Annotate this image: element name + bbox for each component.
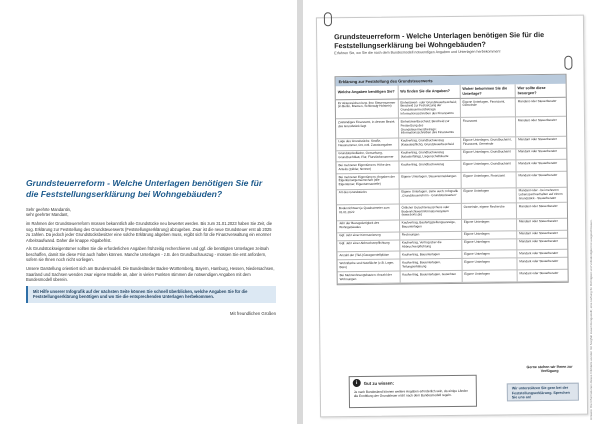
table-cell: Kaufvertrag, Bauunterlagen bbox=[399, 251, 461, 260]
table-cell: Wohnfläche und Nutzfläche (z.B. Lager, Büro) bbox=[337, 259, 399, 271]
table-cell: Eigene Unterlagen, Grundbuchamt bbox=[460, 148, 515, 160]
table-cell: Mandant oder Steuerberater bbox=[516, 218, 567, 230]
table-title: Erklärung zur Feststellung des Grundsteuerwerts bbox=[336, 75, 566, 86]
table-cell: Kaufvertrag, Baufertigstellungsanzeige, Bauunterlagen bbox=[399, 219, 461, 231]
table-cell: Kaufvertrag, Bauunterlagen, Teilungserklärung bbox=[400, 259, 462, 271]
table-cell: Gemeinde, eigene Recherche bbox=[461, 203, 516, 219]
closing: Mit freundlichen Grüßen bbox=[229, 310, 276, 316]
table-cell: Eigene Unterlagen, Grundbuchamt, Finanzamt, Gemeinde bbox=[460, 137, 515, 149]
salutation bbox=[26, 207, 276, 218]
paperclip-icon bbox=[564, 56, 572, 70]
side-disclaimer: Hinweis: Die Informationen dieses Infoblatts wurden mit Sorgfalt zusammengestellt; eine Haftung für Richtigkeit und Vollständigkeit ist ausgeschlossen. bbox=[589, 219, 593, 420]
table-cell: Mandant oder Steuerberater bbox=[517, 258, 568, 270]
table-cell: Rechnungen bbox=[399, 231, 461, 240]
letter-paragraph-2: Als Grundstückseigentümer sollten Sie die erforderlichen Angaben frühzeitig recherchieren und ggf. die benötigten Unterlagen zeitnah beschaffen, damit Sie diese Frist auch halten können. Manche Unterlagen - z.B. den Grundbuchauszug - müssen Sie erst anfordern, sofern sie Ihnen noch nicht vorliegen. bbox=[26, 246, 269, 263]
table-cell: Einheitswert- oder Grundsteuerbescheid; Bescheid zur Festsetzung der Grundsteuermessbetrags, Informationsschreiben des Finanzamts bbox=[398, 98, 460, 118]
table-cell: Eigene Unterlagen bbox=[461, 238, 516, 250]
column-header: Wer sollte diese besorgen? bbox=[515, 84, 566, 98]
table-cell: Mandant oder Steuerberater bbox=[515, 97, 566, 117]
table-cell: Jahr der Bezugsfertigkeit des Wohngebäudes bbox=[337, 220, 399, 232]
table-cell: Art des Grundstücks bbox=[337, 189, 399, 205]
table-cell: Ggf. Jahr einer Kernsanierung bbox=[337, 232, 399, 241]
table-cell: Mandant oder Steuerberater bbox=[516, 203, 567, 219]
note-text: Je nach Bundesland können weitere Angaben erforderlich sein, da einige Länder die Ermittlung der Grundsteuer nicht nach dem Bundesmodell regeln. bbox=[353, 388, 468, 399]
table-cell: Anzahl der (Tief-)Garagenstellplätze bbox=[337, 251, 399, 260]
table-cell: Einheitswertbescheid; Bescheid zur Festsetzung des Grundsteuermessbetrags; Informationsschreiben des Finanzamts bbox=[398, 118, 460, 138]
letter-paragraph-3: Unsere Darstellung orientiert sich am Bundesmodell. Die Bundesländer Baden-Württemberg, Bayern, Hamburg, Hessen, Niedersachsen, Saarland und Sachsen wenden zwar eigene Modelle an, aber in vielen Punkten stimmen die notwendigen Angaben mit dem Bundesmodell überein. bbox=[26, 266, 275, 282]
table-cell: Eigene Unterlagen, Finanzamt, Gemeinde bbox=[460, 98, 515, 118]
right-page bbox=[303, 0, 600, 424]
note-title: Gut zu wissen: bbox=[363, 380, 395, 386]
info-text: Mit Hilfe unserer Infografik auf der nächsten Seite können Sie schnell überblicken, welche Angaben Sie für die Feststellungserklärung benötigen und wo Sie die entsprechenden Unterlagen herbekommen. bbox=[33, 288, 248, 300]
paperclip-icon bbox=[324, 12, 332, 26]
help-label: Gerne stehen wir Ihnen zur Verfügung bbox=[526, 364, 573, 374]
table-cell: Mandant oder Steuerberater bbox=[517, 250, 568, 259]
table-cell: Mandant oder Steuerberater bbox=[515, 117, 566, 137]
letter-title: Grundsteuerreform - Welche Unterlagen benötigen Sie für die Feststellungserklärung bei Wohngebäuden? bbox=[26, 178, 263, 199]
table-cell: Kaufvertrag, Vertrag über die Abbruchverpflichtung bbox=[399, 239, 461, 251]
table-cell: Mandant oder Steuerberater bbox=[517, 230, 568, 239]
sheet-title: Grundsteuerreform - Welche Unterlagen benötigen Sie für die Feststellungserklärung bei Wohngebäuden? bbox=[334, 30, 545, 51]
help-box: Wir unterstützen Sie gern bei der Feststellungserklärung. Sprechen Sie uns an! bbox=[507, 383, 579, 402]
column-header: Woher bekommen Sie die Unterlage? bbox=[460, 84, 515, 98]
table-cell: Mandant oder - bei mehreren Lebenssachverhalten auf einem Grundstück - Steuerberater bbox=[516, 187, 567, 203]
table-cell: Finanzamt bbox=[460, 117, 515, 137]
table-cell: Eigene Unterlagen bbox=[462, 250, 517, 259]
table-cell: Mandant oder Steuerberater bbox=[516, 160, 567, 172]
table-cell: Eigene Unterlagen, Grundbuchamt bbox=[461, 160, 516, 172]
column-header: Welche Angaben benötigen Sie? bbox=[336, 86, 398, 100]
table-cell: Örtlicher Gutachterausschuss oder Bodenrichtwertinformationssystem (www.boris.de) bbox=[399, 204, 461, 220]
table-cell: Mandant oder Steuerberater bbox=[516, 171, 567, 187]
table-cell: Mandant oder Steuerberater bbox=[516, 136, 567, 148]
table-cell: Ihr Aktenzeichen bzw. Ihre Steuernummer (in Berlin, Bremen, Schleswig-Holstein) bbox=[336, 99, 398, 119]
info-box bbox=[26, 286, 276, 303]
table-cell: Kaufvertrag, Bauunterlagen, Gutachten bbox=[400, 271, 462, 283]
table-cell: Eigene Unterlagen, Steueranmeldungen bbox=[399, 172, 461, 188]
infographic-sheet bbox=[316, 15, 588, 418]
table-cell: Mandant oder Steuerberater bbox=[517, 269, 568, 281]
table-row bbox=[336, 97, 566, 119]
table-cell: Lage des Grundstücks: Straße, Hausnummer, Ort, evtl. Zusatzangaben bbox=[336, 138, 398, 150]
table-cell: Eigene Unterlagen bbox=[461, 187, 516, 203]
table-cell: Zuständiges Finanzamt, in dessen Bezirk das Grundstück liegt bbox=[336, 118, 398, 138]
table-cell: Eigene Unterlagen, Finanzamt bbox=[461, 172, 516, 188]
table-cell: Eigene Unterlagen bbox=[461, 230, 516, 239]
table-cell: Eigene Unterlagen bbox=[461, 219, 516, 231]
table-cell: Ggf. Jahr einer Abbruchverpflichtung bbox=[337, 240, 399, 252]
left-page bbox=[0, 0, 297, 424]
table-row bbox=[338, 269, 568, 283]
good-to-know-box bbox=[349, 375, 477, 408]
table-cell: Eigene Unterlagen bbox=[462, 258, 517, 270]
table-cell: Bei mehreren Eigentümern: Angaben der Eigentümergemeinschaft (alle Eigentümer, Eigentumsanteile) bbox=[337, 173, 399, 189]
table-cell: Kaufvertrag, Grundbuchauszug (Katasterpflicht), Grundsteuerbescheid bbox=[398, 137, 460, 149]
table-cell: Eigene Unterlagen, siehe auch: Infografik „Grundsteuerreform - Grundstücksarten“ bbox=[399, 188, 461, 204]
salutation-line-1: Sehr geehrte Mandantin, bbox=[26, 207, 72, 212]
table-cell: Kaufvertrag, Grundbuchauszug (katasterfähig), Liegenschaftskarte bbox=[398, 149, 460, 161]
table-cell: Mandant oder Steuerberater bbox=[517, 238, 568, 250]
table-cell: Kaufvertrag, Grundbuchauszug bbox=[399, 161, 461, 173]
column-header: Wo finden Sie die Angaben? bbox=[398, 85, 460, 99]
table-row bbox=[336, 117, 566, 139]
table-cell: Eigene Unterlagen bbox=[462, 270, 517, 282]
salutation-line-2: sehr geehrter Mandant, bbox=[26, 212, 69, 218]
letter bbox=[26, 178, 276, 316]
documents-table bbox=[335, 74, 569, 285]
info-icon: i bbox=[353, 379, 361, 387]
table-cell: Mandant oder Steuerberater bbox=[516, 148, 567, 160]
table-cell: Grundstücksfläche, Gemarkung, Grundbuchblatt, Flur, Flurstücksnummer bbox=[336, 150, 398, 162]
table-cell: Bei Mehrwohnungsbauten: Anzahl der Wohnungen bbox=[338, 271, 400, 283]
sheet-subtitle: Erfahren Sie, wo Sie die nach dem Bundesmodell notwendigen Angaben und Unterlagen herbekommen! bbox=[334, 49, 501, 56]
table-cell: Bei mehreren Eigentümern: Höhe des Anteils (Zähler, Nenner) bbox=[336, 161, 398, 173]
letter-paragraph-1: im Rahmen der Grundsteuerreform müssen bekanntlich alle Grundstücke neu bewertet werden. Bis zum 31.01.2023 haben Sie Zeit, die sog. Erklärung zur Feststellung des Grundsteuerwerts (Feststellungserklärung) abzugeben. Zwar ist die neue Grundsteuer erst ab 2025 zu zahlen. Da jedoch jeder Grundstücksbesitzer eine solche Erklärung abgeben muss, ergibt sich für die Finanzverwaltung ein enormer Arbeitsaufwand. Daher die knappe Abgabefrist. bbox=[26, 221, 272, 243]
table-cell: Bodenrichtwert je Quadratmeter zum 01.01.2022 bbox=[337, 204, 399, 220]
